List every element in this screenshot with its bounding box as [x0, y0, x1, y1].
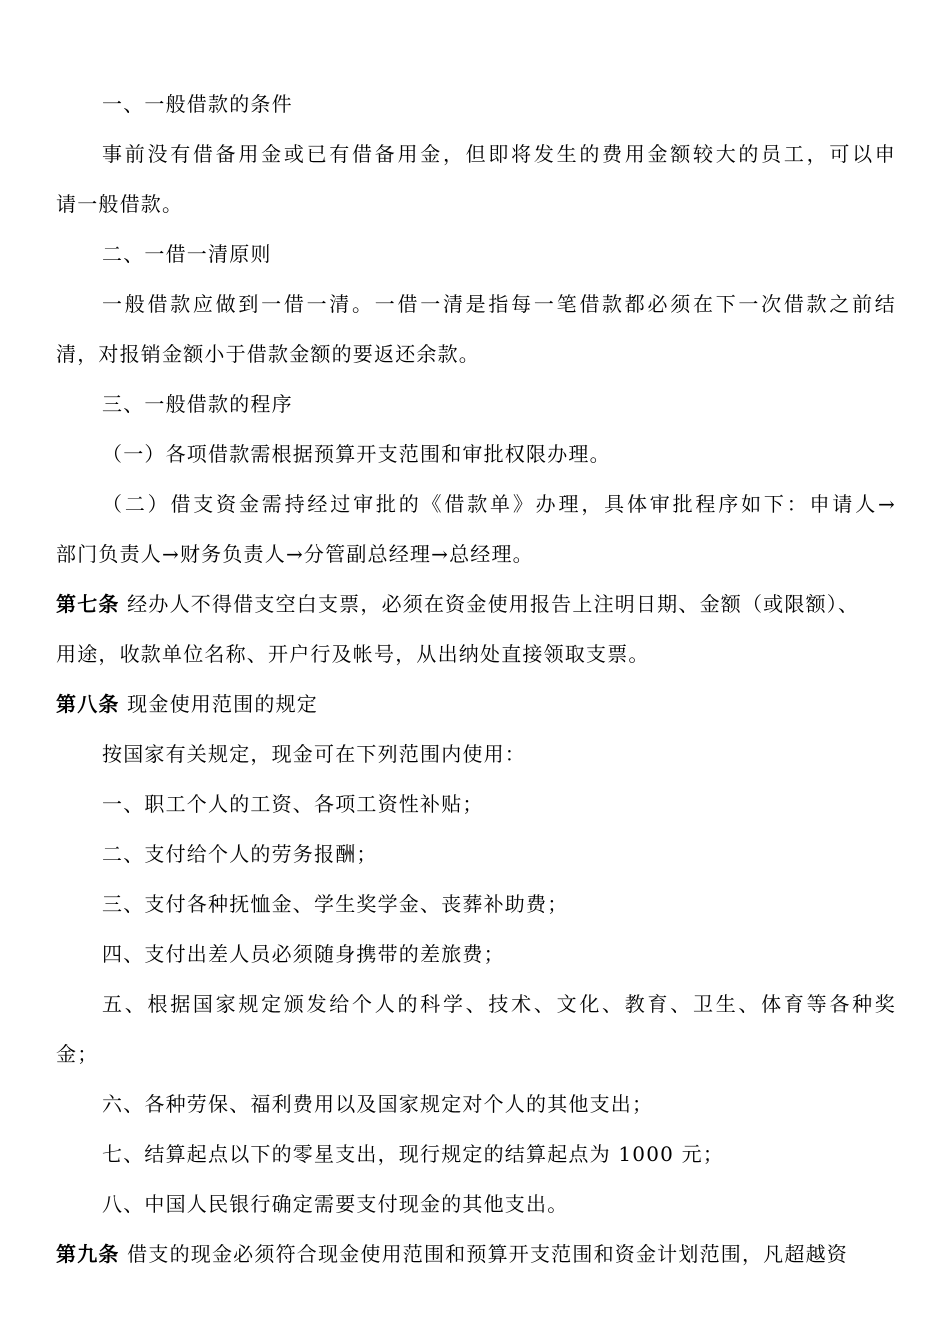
article-7-title: 第七条	[56, 592, 120, 616]
paragraph-line: 按国家有关规定，现金可在下列范围内使用：	[102, 742, 526, 766]
list-item: 七、结算起点以下的零星支出，现行规定的结算起点为 1000 元；	[102, 1142, 725, 1166]
paragraph-line: 事前没有借备用金或已有借备用金，但即将发生的费用金额较大的员工，可以申	[102, 142, 896, 166]
article-9-title: 第九条	[56, 1242, 120, 1266]
article-7-line	[56, 590, 896, 618]
list-item-continuation: 金；	[56, 1042, 99, 1066]
paragraph-line: （一）各项借款需根据预算开支范围和审批权限办理。	[102, 442, 611, 466]
section-heading-1: 一、一般借款的条件	[102, 92, 293, 116]
article-9-line	[56, 1240, 896, 1268]
list-item: 四、支付出差人员必须随身携带的差旅费；	[102, 942, 505, 966]
paragraph-line: （二）借支资金需持经过审批的《借款单》办理，具体审批程序如下：申请人→	[102, 492, 896, 516]
section-heading-2: 二、一借一清原则	[102, 242, 272, 266]
list-item: 五、根据国家规定颁发给个人的科学、技术、文化、教育、卫生、体育等各种奖	[102, 992, 896, 1016]
paragraph-line: 清，对报销金额小于借款金额的要返还余款。	[56, 342, 480, 366]
paragraph-line: 用途，收款单位名称、开户行及帐号，从出纳处直接领取支票。	[56, 642, 650, 666]
article-7-text: 经办人不得借支空白支票，必须在资金使用报告上注明日期、金额（或限额）、	[127, 592, 860, 616]
article-9-text: 借支的现金必须符合现金使用范围和预算开支范围和资金计划范围，凡超越资	[127, 1242, 848, 1266]
list-item: 八、中国人民银行确定需要支付现金的其他支出。	[102, 1192, 569, 1216]
list-item: 二、支付给个人的劳务报酬；	[102, 842, 378, 866]
list-item: 一、职工个人的工资、各项工资性补贴；	[102, 792, 484, 816]
article-8-title: 第八条	[56, 692, 120, 716]
paragraph-line: 部门负责人→财务负责人→分管副总经理→总经理。	[56, 542, 534, 566]
section-heading-3: 三、一般借款的程序	[102, 392, 293, 416]
paragraph-line: 请一般借款。	[56, 192, 184, 216]
article-8-line	[56, 690, 896, 718]
article-8-text: 现金使用范围的规定	[127, 692, 318, 716]
list-item: 六、各种劳保、福利费用以及国家规定对个人的其他支出；	[102, 1092, 654, 1116]
paragraph-line: 一般借款应做到一借一清。一借一清是指每一笔借款都必须在下一次借款之前结	[102, 292, 896, 316]
list-item: 三、支付各种抚恤金、学生奖学金、丧葬补助费；	[102, 892, 569, 916]
